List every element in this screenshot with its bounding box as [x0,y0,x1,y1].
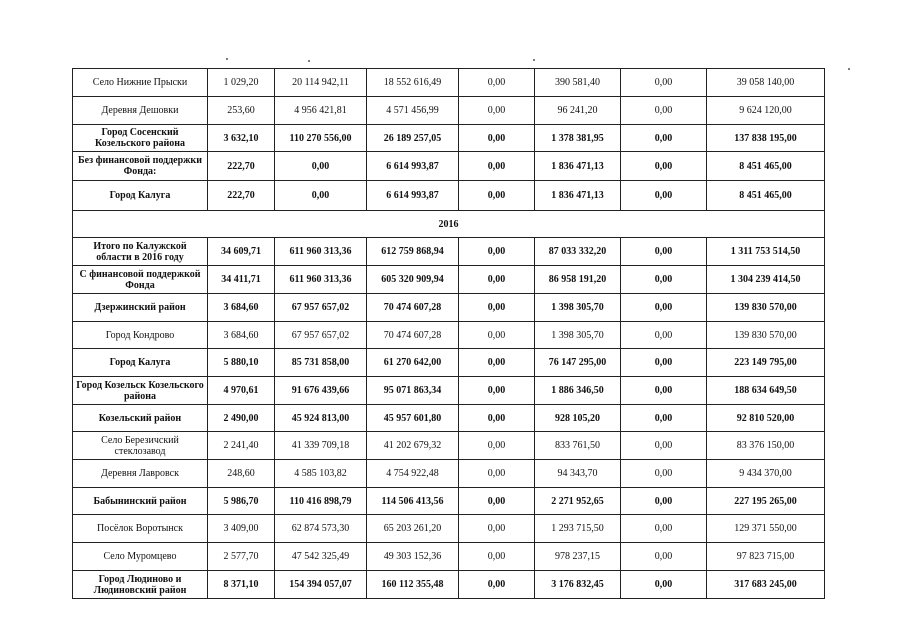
value-cell-total: 139 830 570,00 [707,322,825,349]
value-cell-area: 248,60 [208,460,275,488]
value-cell-area: 3 409,00 [208,515,275,543]
scan-speck [533,59,535,61]
value-cell-v2: 95 071 863,34 [367,377,459,405]
value-cell-total: 9 624 120,00 [707,97,825,125]
table-row [73,405,825,432]
table-row [73,432,825,460]
row-name-cell: Дзержинский район [73,294,208,322]
table-row [73,266,825,294]
table-row [73,69,825,97]
year-header: 2016 [73,211,825,238]
value-cell-v5: 0,00 [621,97,707,125]
value-cell-area: 8 371,10 [208,571,275,599]
value-cell-total: 129 371 550,00 [707,515,825,543]
value-cell-v1: 611 960 313,36 [275,266,367,294]
value-cell-v3: 0,00 [459,405,535,432]
table-row [73,152,825,181]
table-row [73,460,825,488]
value-cell-v2: 61 270 642,00 [367,349,459,377]
value-cell-v5: 0,00 [621,349,707,377]
table-row [73,543,825,571]
value-cell-area: 34 609,71 [208,238,275,266]
table-row [73,97,825,125]
value-cell-v4: 96 241,20 [535,97,621,125]
value-cell-v5: 0,00 [621,571,707,599]
value-cell-v2: 18 552 616,49 [367,69,459,97]
value-cell-v2: 6 614 993,87 [367,152,459,181]
value-cell-v5: 0,00 [621,322,707,349]
row-name-cell: Город Козельск Козельского района [73,377,208,405]
value-cell-total: 223 149 795,00 [707,349,825,377]
value-cell-v1: 110 270 556,00 [275,125,367,152]
table-row [73,294,825,322]
year-section [73,211,825,238]
row-name-cell: Город Кондрово [73,322,208,349]
value-cell-v1: 91 676 439,66 [275,377,367,405]
table-row [73,377,825,405]
value-cell-v5: 0,00 [621,181,707,211]
value-cell-v3: 0,00 [459,69,535,97]
value-cell-v4: 1 836 471,13 [535,181,621,211]
value-cell-area: 253,60 [208,97,275,125]
value-cell-v4: 76 147 295,00 [535,349,621,377]
value-cell-v5: 0,00 [621,488,707,515]
value-cell-v4: 94 343,70 [535,460,621,488]
value-cell-v4: 3 176 832,45 [535,571,621,599]
value-cell-total: 139 830 570,00 [707,294,825,322]
value-cell-v4: 1 398 305,70 [535,294,621,322]
value-cell-total: 9 434 370,00 [707,460,825,488]
value-cell-v3: 0,00 [459,488,535,515]
table-row [73,322,825,349]
value-cell-v2: 26 189 257,05 [367,125,459,152]
value-cell-total: 227 195 265,00 [707,488,825,515]
value-cell-v4: 1 293 715,50 [535,515,621,543]
value-cell-v3: 0,00 [459,97,535,125]
value-cell-total: 1 311 753 514,50 [707,238,825,266]
row-name-cell: Бабынинский район [73,488,208,515]
value-cell-area: 3 684,60 [208,322,275,349]
value-cell-v3: 0,00 [459,125,535,152]
row-name-cell: Город Калуга [73,349,208,377]
scan-speck [226,58,228,60]
value-cell-v5: 0,00 [621,515,707,543]
value-cell-v2: 605 320 909,94 [367,266,459,294]
value-cell-area: 5 986,70 [208,488,275,515]
value-cell-area: 1 029,20 [208,69,275,97]
table-row [73,571,825,599]
table-row [73,238,825,266]
value-cell-v1: 4 956 421,81 [275,97,367,125]
value-cell-area: 2 241,40 [208,432,275,460]
row-name-cell: С финансовой поддержкой Фонда [73,266,208,294]
value-cell-v1: 0,00 [275,152,367,181]
row-name-cell: Итого по Калужской области в 2016 году [73,238,208,266]
value-cell-total: 83 376 150,00 [707,432,825,460]
value-cell-area: 222,70 [208,152,275,181]
value-cell-v2: 114 506 413,56 [367,488,459,515]
row-name-cell: Село Муромцево [73,543,208,571]
value-cell-v5: 0,00 [621,377,707,405]
value-cell-v3: 0,00 [459,322,535,349]
value-cell-v4: 1 378 381,95 [535,125,621,152]
value-cell-v5: 0,00 [621,238,707,266]
value-cell-area: 3 632,10 [208,125,275,152]
value-cell-v1: 85 731 858,00 [275,349,367,377]
value-cell-v4: 87 033 332,20 [535,238,621,266]
value-cell-area: 5 880,10 [208,349,275,377]
value-cell-v2: 70 474 607,28 [367,322,459,349]
value-cell-v2: 160 112 355,48 [367,571,459,599]
value-cell-v4: 390 581,40 [535,69,621,97]
value-cell-area: 3 684,60 [208,294,275,322]
value-cell-v2: 6 614 993,87 [367,181,459,211]
row-name-cell: Деревня Лавровск [73,460,208,488]
value-cell-v2: 49 303 152,36 [367,543,459,571]
value-cell-v1: 67 957 657,02 [275,294,367,322]
row-name-cell: Село Нижние Прыски [73,69,208,97]
value-cell-v4: 928 105,20 [535,405,621,432]
value-cell-total: 8 451 465,00 [707,181,825,211]
value-cell-v1: 154 394 057,07 [275,571,367,599]
value-cell-total: 317 683 245,00 [707,571,825,599]
value-cell-v1: 45 924 813,00 [275,405,367,432]
value-cell-total: 92 810 520,00 [707,405,825,432]
value-cell-v4: 833 761,50 [535,432,621,460]
value-cell-v3: 0,00 [459,515,535,543]
value-cell-v4: 978 237,15 [535,543,621,571]
row-name-cell: Деревня Дешовки [73,97,208,125]
value-cell-v3: 0,00 [459,294,535,322]
value-cell-v1: 20 114 942,11 [275,69,367,97]
table-body-bottom [73,238,825,599]
value-cell-v1: 62 874 573,30 [275,515,367,543]
value-cell-v5: 0,00 [621,294,707,322]
value-cell-total: 1 304 239 414,50 [707,266,825,294]
value-cell-v5: 0,00 [621,152,707,181]
value-cell-area: 4 970,61 [208,377,275,405]
value-cell-v4: 2 271 952,65 [535,488,621,515]
value-cell-v2: 41 202 679,32 [367,432,459,460]
value-cell-total: 8 451 465,00 [707,152,825,181]
value-cell-v1: 67 957 657,02 [275,322,367,349]
table-body-top [73,69,825,211]
value-cell-area: 2 577,70 [208,543,275,571]
value-cell-total: 97 823 715,00 [707,543,825,571]
value-cell-v3: 0,00 [459,377,535,405]
value-cell-v5: 0,00 [621,543,707,571]
value-cell-v2: 4 754 922,48 [367,460,459,488]
value-cell-v1: 4 585 103,82 [275,460,367,488]
value-cell-v3: 0,00 [459,543,535,571]
table-row [73,125,825,152]
value-cell-v3: 0,00 [459,460,535,488]
value-cell-v3: 0,00 [459,349,535,377]
value-cell-v5: 0,00 [621,432,707,460]
table-row [73,349,825,377]
year-row [73,211,825,238]
budget-table [72,68,825,599]
value-cell-v5: 0,00 [621,125,707,152]
value-cell-v1: 611 960 313,36 [275,238,367,266]
value-cell-v3: 0,00 [459,266,535,294]
value-cell-v3: 0,00 [459,571,535,599]
value-cell-v5: 0,00 [621,266,707,294]
value-cell-v5: 0,00 [621,69,707,97]
value-cell-total: 137 838 195,00 [707,125,825,152]
value-cell-v5: 0,00 [621,460,707,488]
value-cell-v4: 1 886 346,50 [535,377,621,405]
row-name-cell: Город Людиново и Людиновский район [73,571,208,599]
row-name-cell: Посёлок Воротынск [73,515,208,543]
value-cell-v3: 0,00 [459,238,535,266]
value-cell-v4: 86 958 191,20 [535,266,621,294]
value-cell-v5: 0,00 [621,405,707,432]
row-name-cell: Город Сосенский Козельского района [73,125,208,152]
value-cell-v1: 0,00 [275,181,367,211]
row-name-cell: Город Калуга [73,181,208,211]
value-cell-v4: 1 836 471,13 [535,152,621,181]
table-row [73,488,825,515]
value-cell-v1: 41 339 709,18 [275,432,367,460]
value-cell-v2: 70 474 607,28 [367,294,459,322]
value-cell-area: 2 490,00 [208,405,275,432]
value-cell-area: 34 411,71 [208,266,275,294]
value-cell-total: 188 634 649,50 [707,377,825,405]
value-cell-v3: 0,00 [459,181,535,211]
value-cell-v2: 65 203 261,20 [367,515,459,543]
value-cell-v2: 4 571 456,99 [367,97,459,125]
value-cell-v3: 0,00 [459,152,535,181]
scan-speck [308,60,310,62]
value-cell-v3: 0,00 [459,432,535,460]
row-name-cell: Без финансовой поддержки Фонда: [73,152,208,181]
value-cell-v2: 612 759 868,94 [367,238,459,266]
table-row [73,515,825,543]
row-name-cell: Село Березичский стеклозавод [73,432,208,460]
value-cell-area: 222,70 [208,181,275,211]
table-row [73,181,825,211]
value-cell-v1: 110 416 898,79 [275,488,367,515]
row-name-cell: Козельский район [73,405,208,432]
value-cell-v2: 45 957 601,80 [367,405,459,432]
value-cell-total: 39 058 140,00 [707,69,825,97]
value-cell-v4: 1 398 305,70 [535,322,621,349]
scan-speck [848,68,850,70]
value-cell-v1: 47 542 325,49 [275,543,367,571]
